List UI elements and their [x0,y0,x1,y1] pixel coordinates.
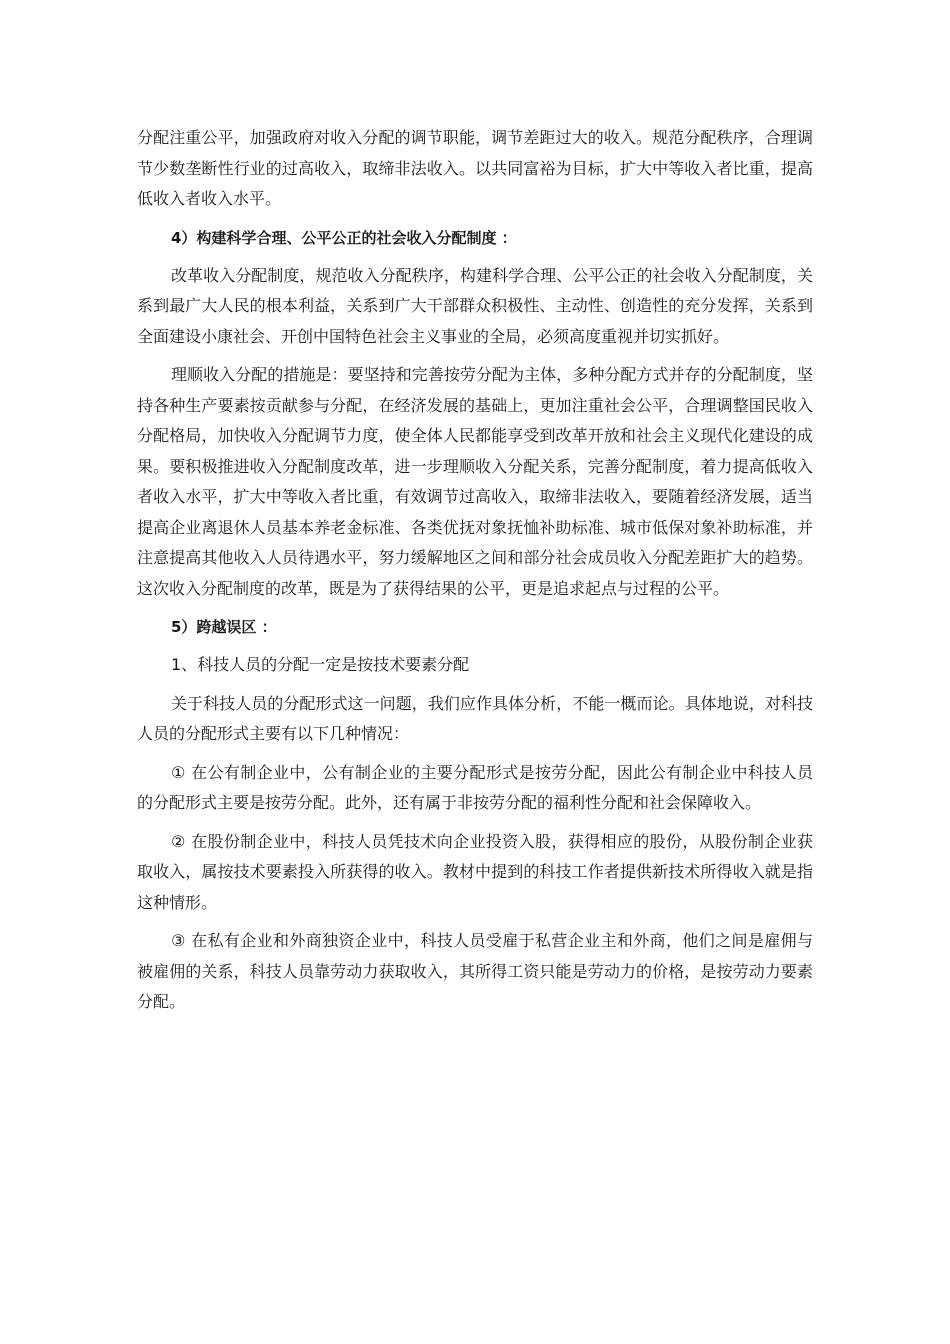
list-item-joint-stock: ② 在股份制企业中，科技人员凭技术向企业投资入股，获得相应的股份，从股份制企业获取收入，属按技术要素投入所获得的收入。教材中提到的科技工作者提供新技术所得收入就是指这种情形。 [137,831,813,912]
section-heading-4: 4）构建科学合理、公平公正的社会收入分配制度 ： [171,228,517,247]
paragraph-distribution-fairness: 分配注重公平，加强政府对收入分配的调节职能，调节差距过大的收入。规范分配秩序，合理调节少数垄断性行业的过高收入，取缔非法收入。以共同富裕为目标，扩大中等收入者比重，提高低收入者收入水平。 [137,128,813,208]
list-item-private-enterprise: ③ 在私有企业和外商独资企业中，科技人员受雇于私营企业主和外商，他们之间是雇佣与被雇佣的关系，科技人员靠劳动力获取收入，其所得工资只能是劳动力的价格，是按劳动力要素分配。 [137,931,813,1011]
section-heading-5: 5）跨越误区 ： [171,618,277,636]
paragraph-analysis-intro: 关于科技人员的分配形式这一问题，我们应作具体分析，不能一概而论。具体地说，对科技人员的分配形式主要有以下几种情况： [137,693,813,743]
list-item-public-ownership: ① 在公有制企业中，公有制企业的主要分配形式是按劳分配，因此公有制企业中科技人员的分配形式主要是按劳分配。此外，还有属于非按劳分配的福利性分配和社会保障收入。 [137,762,813,812]
paragraph-measures: 理顺收入分配的措施是：要坚持和完善按劳分配为主体，多种分配方式并存的分配制度，坚持各种生产要素按贡献参与分配，在经济发展的基础上，更加注重社会公平，合理调整国民收入分配格局，加快收入分配调节力度，使全体人民都能享受到改革开放和社会主义现代化建设的成果。要积极推进收入分配制度改革，进一步理顺收入分配关系，完善分配制度，着力提高低收入者收入水平，扩大中等收入者比重，有效调节过高收入，取缔非法收入，要随着经济发展，适当提高企业离退休人员基本养老金标准、各类优抚对象抚恤补助标准、城市低保对象补助标准，并注意提高其他收入人员待遇水平，努力缓解地区之间和部分社会成员收入分配差距扩大的趋势。这次收入分配制度的改革，既是为了获得结果的公平，更是追求起点与过程的公平。 [137,365,813,598]
misconception-item-1: 1、科技人员的分配一定是按技术要素分配 [171,655,470,674]
paragraph-reform-system: 改革收入分配制度，规范收入分配秩序，构建科学合理、公平公正的社会收入分配制度，关系到最广大人民的根本利益，关系到广大干部群众积极性、主动性、创造性的充分发挥，关系到全面建设小康社会、开创中国特色社会主义事业的全局，必须高度重视并切实抓好。 [137,265,813,346]
document-body [137,123,813,1026]
